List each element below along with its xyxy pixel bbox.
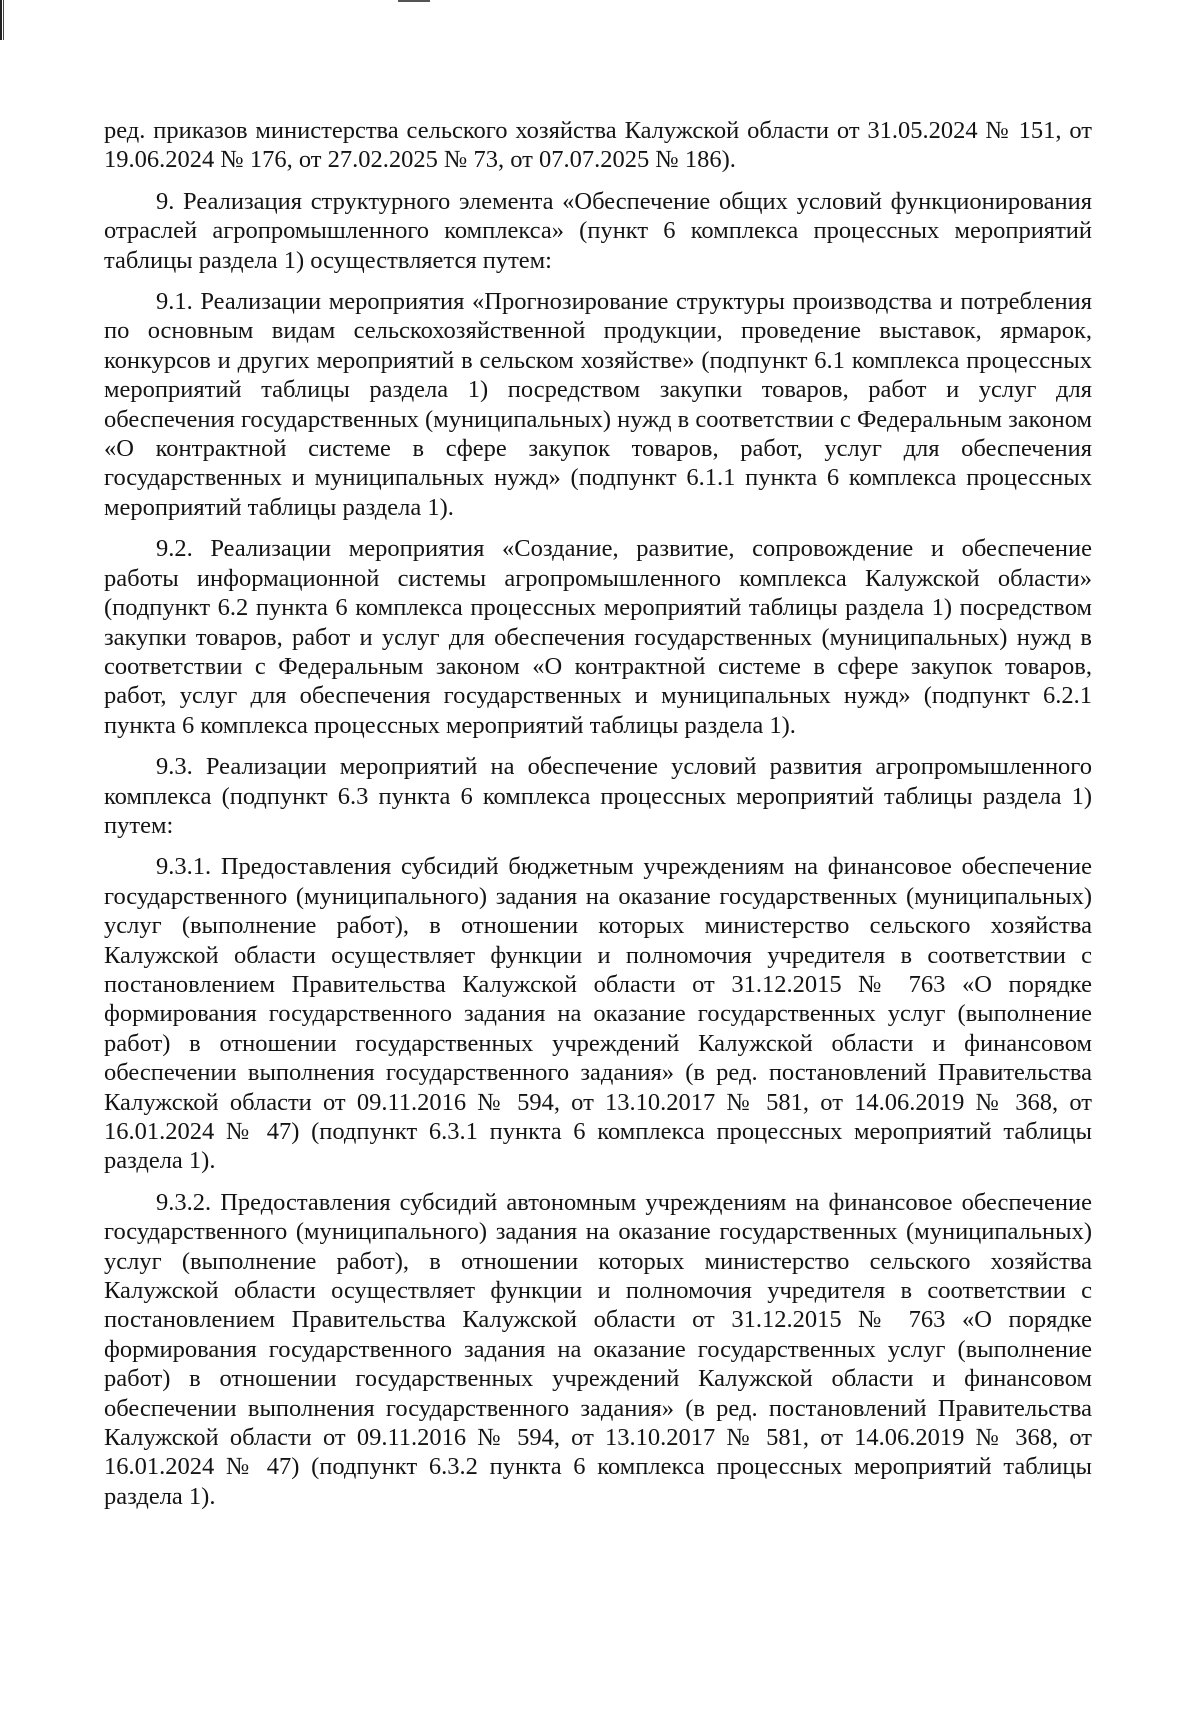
paragraph-9: 9. Реализация структурного элемента «Обеспечение общих условий функционирования отраслей агропромышленного комплекса» (пункт 6 комплекса процессных мероприятий таблицы раздела 1) осуществляется путем: [104,187,1092,274]
paragraph-9-2: 9.2. Реализации мероприятия «Создание, развитие, сопровождение и обеспечение работы информационной системы агропромышленного комплекса Калужской области» (подпункт 6.2 пункта 6 комплекса процессных мероприятий таблицы раздела 1) посредством закупки товаров, работ и услуг для обеспечения государственных (муниципальных) нужд в соответствии с Федеральным законом «О контрактной системе в сфере закупок товаров, работ, услуг для обеспечения государственных и муниципальных нужд» (подпункт 6.2.1 пункта 6 комплекса процессных мероприятий таблицы раздела 1). [104,535,1092,739]
document-body [104,116,1092,1523]
paragraph-9-3-1: 9.3.1. Предоставления субсидий бюджетным учреждениям на финансовое обеспечение государственного (муниципального) задания на оказание государственных (муниципальных) услуг (выполнение работ), в отношении которых министерство сельского хозяйства Калужской области осуществляет функции и полномочия учредителя в соответствии с постановлением Правительства Калужской области от 31.12.2015 № 763 «О порядке формирования государственного задания на оказание государственных услуг (выполнение работ) в отношении государственных учреждений Калужской области и финансовом обеспечении выполнения государственного задания» (в ред. постановлений Правительства Калужской области от 09.11.2016 № 594, от 13.10.2017 № 581, от 14.06.2019 № 368, от 16.01.2024 № 47) (подпункт 6.3.1 пункта 6 комплекса процессных мероприятий таблицы раздела 1). [104,853,1092,1175]
paragraph-9-1: 9.1. Реализации мероприятия «Прогнозирование структуры производства и потребления по основным видам сельскохозяйственной продукции, проведение выставок, ярмарок, конкурсов и других мероприятий в сельском хозяйстве» (подпункт 6.1 комплекса процессных мероприятий таблицы раздела 1) посредством закупки товаров, работ и услуг для обеспечения государственных (муниципальных) нужд в соответствии с Федеральным законом «О контрактной системе в сфере закупок товаров, работ, услуг для обеспечения государственных и муниципальных нужд» (подпункт 6.1.1 пункта 6 комплекса процессных мероприятий таблицы раздела 1). [104,288,1092,521]
paragraph-continuation: ред. приказов министерства сельского хозяйства Калужской области от 31.05.2024 № 151, от 19.06.2024 № 176, от 27.02.2025 № 73, от 07.07.2025 № 186). [104,117,1092,174]
paragraph-9-3: 9.3. Реализации мероприятий на обеспечение условий развития агропромышленного комплекса (подпункт 6.3 пункта 6 комплекса процессных мероприятий таблицы раздела 1) путем: [104,753,1092,839]
paragraph-9-3-2: 9.3.2. Предоставления субсидий автономным учреждениям на финансовое обеспечение государственного (муниципального) задания на оказание государственных (муниципальных) услуг (выполнение работ), в отношении которых министерство сельского хозяйства Калужской области осуществляет функции и полномочия учредителя в соответствии с постановлением Правительства Калужской области от 31.12.2015 № 763 «О порядке формирования государственного задания на оказание государственных услуг (выполнение работ) в отношении государственных учреждений Калужской области и финансовом обеспечении выполнения государственного задания» (в ред. постановлений Правительства Калужской области от 09.11.2016 № 594, от 13.10.2017 № 581, от 14.06.2019 № 368, от 16.01.2024 № 47) (подпункт 6.3.2 пункта 6 комплекса процессных мероприятий таблицы раздела 1). [104,1188,1092,1510]
scan-top-mark [398,0,430,2]
scan-edge-mark [0,0,4,40]
